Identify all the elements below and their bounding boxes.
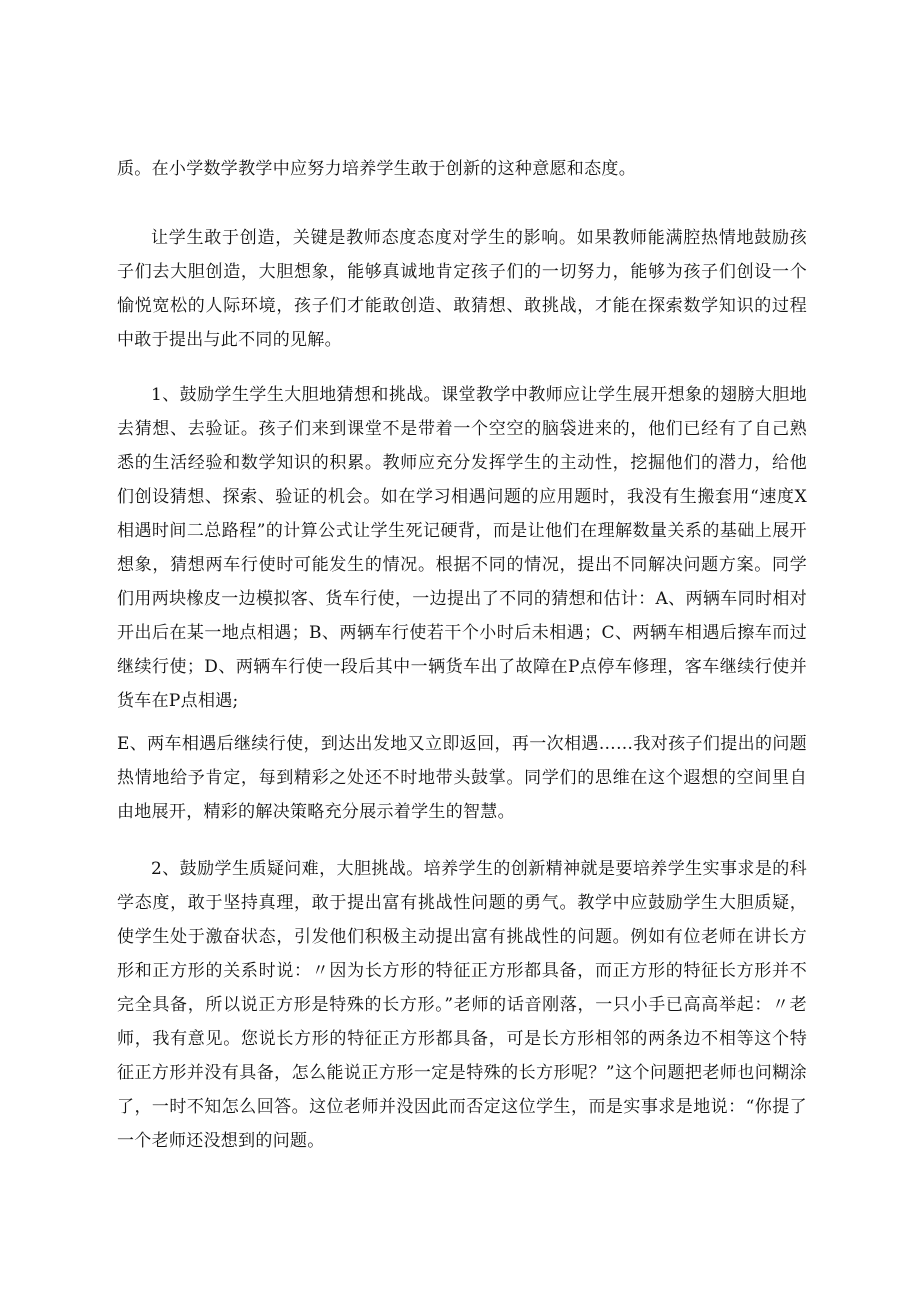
paragraph-text: 2、鼓励学生质疑问难，大胆挑战。培养学生的创新精神就是要培养学生实事求是的科学态度，敢于坚持真理，敢于提出富有挑战性问题的勇气。教学中应鼓励学生大胆质疑，使学生处于激奋状态，引发他们积极主动提出富有挑战性的问题。例如有位老师在讲长方形和正方形的关系时说：〃因为长方形的特征正方形都具备，而正方形的特征长方形并不完全具备，所以说正方形是特殊的长方形。”老师的话音刚落，一只小手已高高举起：〃老师，我有意见。您说长方形的特征正方形都具备，可是长方形相邻的两条边不相等这个特征正方形并没有具备，怎么能说正方形一定是特殊的长方形呢？”这个问题把老师也问糊涂了，一时不知怎么回答。这位老师并没因此而否定这位学生，而是实事求是地说：“你提了一个老师还没想到的问题。 [117,859,807,1151]
paragraph-point-1 [117,378,807,718]
paragraph-text: 质。在小学数学教学中应努力培养学生敢于创新的这种意愿和态度。 [117,159,636,179]
paragraph-text: 让学生敢于创造，关键是教师态度态度对学生的影响。如果教师能满腔热情地鼓励孩子们去大胆创造，大胆想象，能够真诚地肯定孩子们的一切努力，能够为孩子们创设一个愉悦宽松的人际环境，孩子们才能敢创造、敢猜想、敢挑战，才能在探索数学知识的过程中敢于提出与此不同的见解。 [117,228,807,350]
paragraph-text: E、两车相遇后继续行使，到达出发地又立即返回，再一次相遇……我对孩子们提出的问题热情地给予肯定，每到精彩之处还不时地带头鼓掌。同学们的思维在这个遐想的空间里自由地展开，精彩的解决策略充分展示着学生的智慧。 [117,734,807,822]
paragraph-text: 1、鼓励学生学生大胆地猜想和挑战。课堂教学中教师应让学生展开想象的翅膀大胆地去猜想、去验证。孩子们来到课堂不是带着一个空空的脑袋进来的，他们已经有了自己熟悉的生活经验和数学知识的积累。教师应充分发挥学生的主动性，挖掘他们的潜力，给他们创设猜想、探索、验证的机会。如在学习相遇问题的应用题时，我没有生搬套用“速度X相遇时间二总路程”的计算公式让学生死记硬背，而是让他们在理解数量关系的基础上展开想象，猜想两车行使时可能发生的情况。根据不同的情况，提出不同解决问题方案。同学们用两块橡皮一边模拟客、货车行使，一边提出了不同的猜想和估计：A、两辆车同时相对开出后在某一地点相遇；B、两辆车行使若干个小时后未相遇；C、两辆车相遇后擦车而过继续行使；D、两辆车行使一段后其中一辆货车出了故障在P点停车修理，客车继续行使并货车在P点相遇; [117,385,807,711]
paragraph-continuation [117,152,807,186]
paragraph-point-2 [117,852,807,1158]
paragraph-encourage-creation [117,221,807,357]
paragraph-point-e [117,727,807,829]
